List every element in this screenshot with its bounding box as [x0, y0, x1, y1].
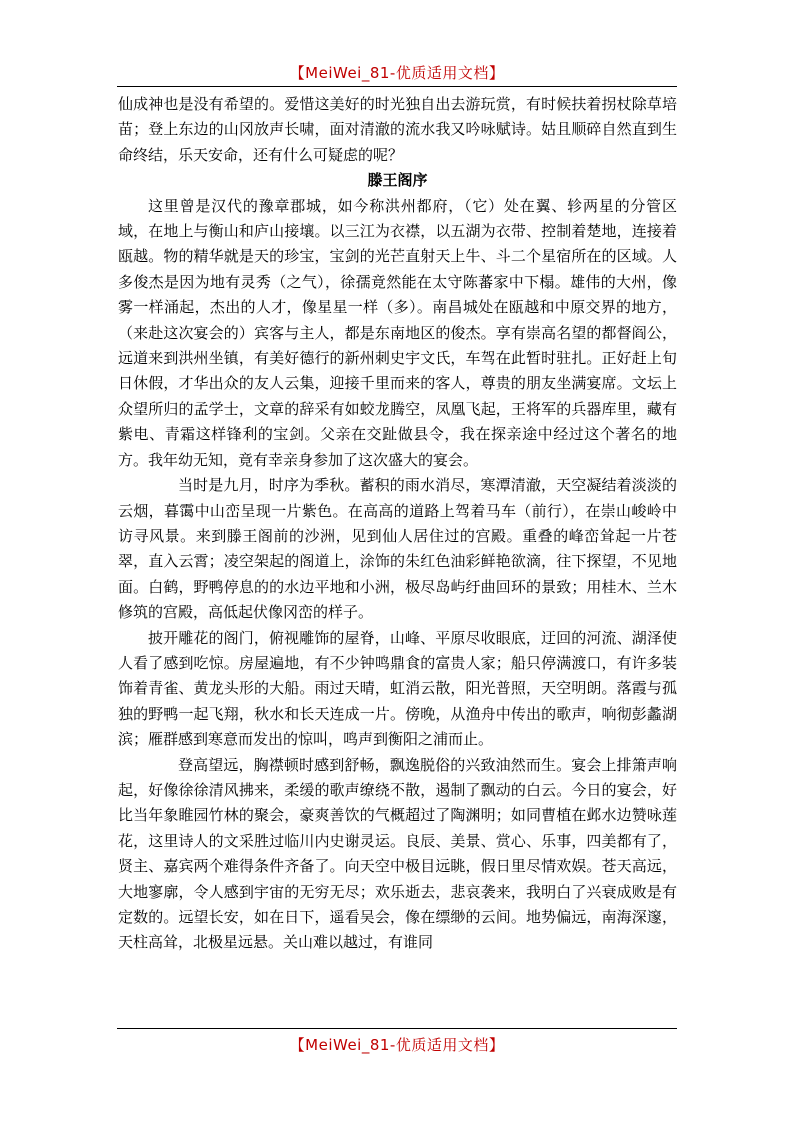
page-footer: 【MeiWei_81-优质适用文档】 — [289, 1036, 505, 1054]
paragraph-4: 登高望远，胸襟顿时感到舒畅，飘逸脱俗的兴致油然而生。宴会上排箫声响起，好像徐徐清风拂来，柔缓的歌声缭绕不散，遏制了飘动的白云。今日的宴会，好比当年象睢园竹林的聚会，豪爽善饮的气概超过了陶渊明；如同曹植在邺水边赞咏莲花，这里诗人的文采胜过临川内史谢灵运。良辰、美景、赏心、乐事，四美都有了，贤主、嘉宾两个难得条件齐备了。向天空中极目远眺，假日里尽情欢娱。苍天高远，大地寥廓，令人感到宇宙的无穷无尽；欢乐逝去，悲哀袭来，我明白了兴衰成败是有定数的。远望长安，如在日下，遥看吴会，像在缥缈的云间。地势偏远，南海深邃，天柱高耸，北极星远悬。关山难以越过，有谁同 — [118, 755, 677, 952]
document-body — [118, 92, 677, 956]
paragraph-1: 这里曾是汉代的豫章郡城，如今称洪州都府，（它）处在翼、轸两星的分管区域，在地上与衡山和庐山接壤。以三江为衣襟，以五湖为衣带、控制着楚地，连接着瓯越。物的精华就是天的珍宝，宝剑的光芒直射天上牛、斗二个星宿所在的区域。人多俊杰是因为地有灵秀（之气），徐孺竟然能在太守陈蕃家中下榻。雄伟的大州，像雾一样涌起，杰出的人才，像星星一样（多）。南昌城处在瓯越和中原交界的地方，（来赴这次宴会的）宾客与主人，都是东南地区的俊杰。享有崇高名望的都督阎公，远道来到洪州坐镇，有美好德行的新州刺史宇文氏，车驾在此暂时驻扎。正好赶上旬日休假，才华出众的友人云集，迎接千里而来的客人，尊贵的朋友坐满宴席。文坛上众望所归的孟学士，文章的辞采有如蛟龙腾空，凤凰飞起，王将军的兵器库里，藏有紫电、青霜这样锋利的宝剑。父亲在交趾做县令，我在探亲途中经过这个著名的地方。我年幼无知，竟有幸亲身参加了这次盛大的宴会。 — [118, 196, 677, 469]
header-rule — [117, 86, 677, 87]
footer-rule — [117, 1028, 677, 1029]
paragraph-continuation: 仙成神也是没有希望的。爱惜这美好的时光独自出去游玩赏，有时候扶着拐杖除草培苗；登上东边的山冈放声长啸，面对清澈的流水我又吟咏赋诗。姑且顺碎自然直到生命终结，乐天安命，还有什么可疑虑的呢？ — [118, 95, 677, 164]
section-title: 滕王阁序 — [367, 171, 428, 190]
paragraph-3: 披开雕花的阁门，俯视雕饰的屋脊，山峰、平原尽收眼底，迂回的河流、湖泽使人看了感到吃惊。房屋遍地，有不少钟鸣鼎食的富贵人家；船只停满渡口，有许多装饰着青雀、黄龙头形的大船。雨过天晴，虹消云散，阳光普照，天空明朗。落霞与孤独的野鸭一起飞翔，秋水和长天连成一片。傍晚，从渔舟中传出的歌声，响彻彭蠡湖滨；雁群感到寒意而发出的惊叫，鸣声到衡阳之浦而止。 — [118, 628, 677, 749]
page-header: 【MeiWei_81-优质适用文档】 — [289, 64, 505, 82]
paragraph-2: 当时是九月，时序为季秋。蓄积的雨水消尽，寒潭清澈，天空凝结着淡淡的云烟，暮霭中山峦呈现一片紫色。在高高的道路上驾着马车（前行），在崇山峻岭中访寻风景。来到滕王阁前的沙洲，见到仙人居住过的宫殿。重叠的峰峦耸起一片苍翠，直入云霄；凌空架起的阁道上，涂饰的朱红色油彩鲜艳欲滴，往下探望，不见地面。白鹤，野鸭停息的的水边平地和小洲，极尽岛屿纡曲回环的景致；用桂木、兰木修筑的宫殿，高低起伏像冈峦的样子。 — [118, 476, 677, 622]
